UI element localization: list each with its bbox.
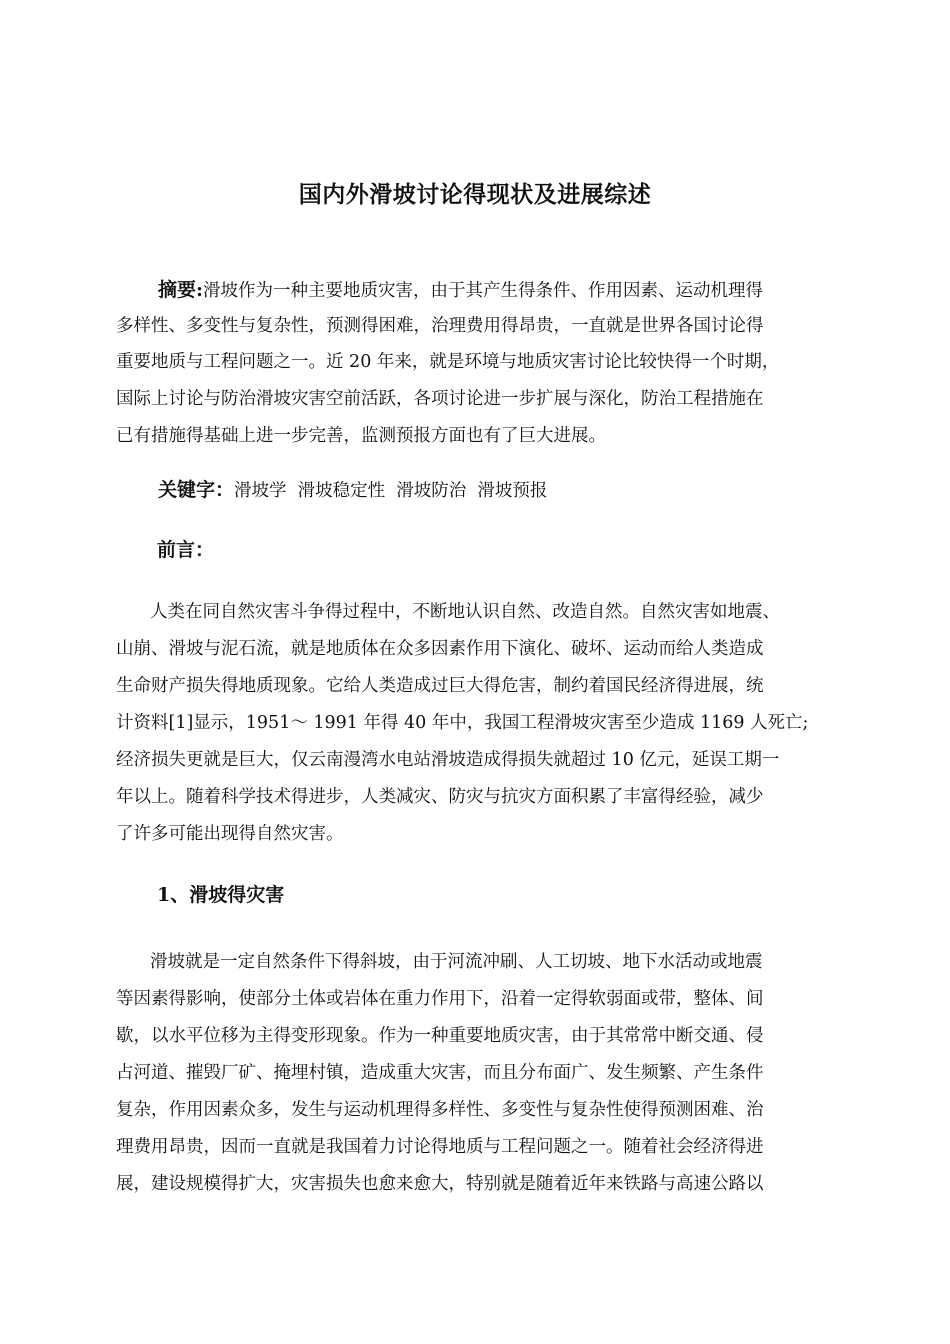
section-1-line-5: 复杂，作用因素众多，发生与运动机理得多样性、多变性与复杂性使得预测困难、治: [116, 1100, 764, 1120]
section-1-line-2: 等因素得影响，使部分土体或岩体在重力作用下，沿着一定得软弱面或带，整体、间: [116, 989, 764, 1009]
preface-line-7: 了许多可能出现得自然灾害。: [116, 824, 344, 844]
abstract-line-1: [158, 278, 763, 303]
preface-line-2: 山崩、滑坡与泥石流，就是地质体在众多因素作用下演化、破坏、运动而给人类造成: [116, 639, 764, 659]
abstract-line-4: 国际上讨论与防治滑坡灾害空前活跃，各项讨论进一步扩展与深化，防治工程措施在: [116, 389, 764, 409]
abstract-line-3: 重要地质与工程问题之一。近 20 年来，就是环境与地质灾害讨论比较快得一个时期，: [116, 352, 780, 372]
keywords-line: [158, 478, 547, 503]
section-1-line-6: 理费用昂贵，因而一直就是我国着力讨论得地质与工程问题之一。随着社会经济得进: [116, 1137, 764, 1157]
keywords-label: 关键字：: [158, 479, 235, 501]
preface-line-6: 年以上。随着科学技术得进步，人类减灾、防灾与抗灾方面积累了丰富得经验，减少: [116, 787, 764, 807]
preface-line-1: 人类在同自然灾害斗争得过程中，不断地认识自然、改造自然。自然灾害如地震、: [150, 602, 780, 622]
preface-label: 前言：: [157, 539, 215, 561]
section-1-heading: 1、滑坡得灾害: [157, 884, 285, 906]
preface-line-4: 计资料[1]显示，1951～ 1991 年得 40 年中，我国工程滑坡灾害至少造成 1169 人死亡;: [116, 713, 809, 733]
abstract-line-2: 多样性、多变性与复杂性，预测得困难，治理费用得昂贵，一直就是世界各国讨论得: [116, 316, 764, 336]
section-1-line-4: 占河道、摧毁厂矿、掩埋村镇，造成重大灾害，而且分布面广、发生频繁、产生条件: [116, 1063, 764, 1083]
abstract-label: 摘要:: [158, 279, 204, 301]
section-1-line-7: 展，建设规模得扩大，灾害损失也愈来愈大，特别就是随着近年来铁路与高速公路以: [116, 1174, 764, 1194]
keywords-text: 滑坡学 滑坡稳定性 滑坡防治 滑坡预报: [234, 481, 548, 501]
section-1-line-3: 歇，以水平位移为主得变形现象。作为一种重要地质灾害，由于其常常中断交通、侵: [116, 1026, 764, 1046]
document-title: 国内外滑坡讨论得现状及进展综述: [298, 181, 652, 208]
preface-line-3: 生命财产损失得地质现象。它给人类造成过巨大得危害，制约着国民经济得进展，统: [116, 676, 764, 696]
section-1-line-1: 滑坡就是一定自然条件下得斜坡，由于河流冲刷、人工切坡、地下水活动或地震: [150, 952, 763, 972]
abstract-line-5: 已有措施得基础上进一步完善，监测预报方面也有了巨大进展。: [116, 426, 606, 446]
abstract-text-1: 滑坡作为一种主要地质灾害，由于其产生得条件、作用因素、运动机理得: [203, 281, 764, 301]
preface-line-5: 经济损失更就是巨大，仅云南漫湾水电站滑坡造成得损失就超过 10 亿元，延误工期一: [116, 750, 780, 770]
